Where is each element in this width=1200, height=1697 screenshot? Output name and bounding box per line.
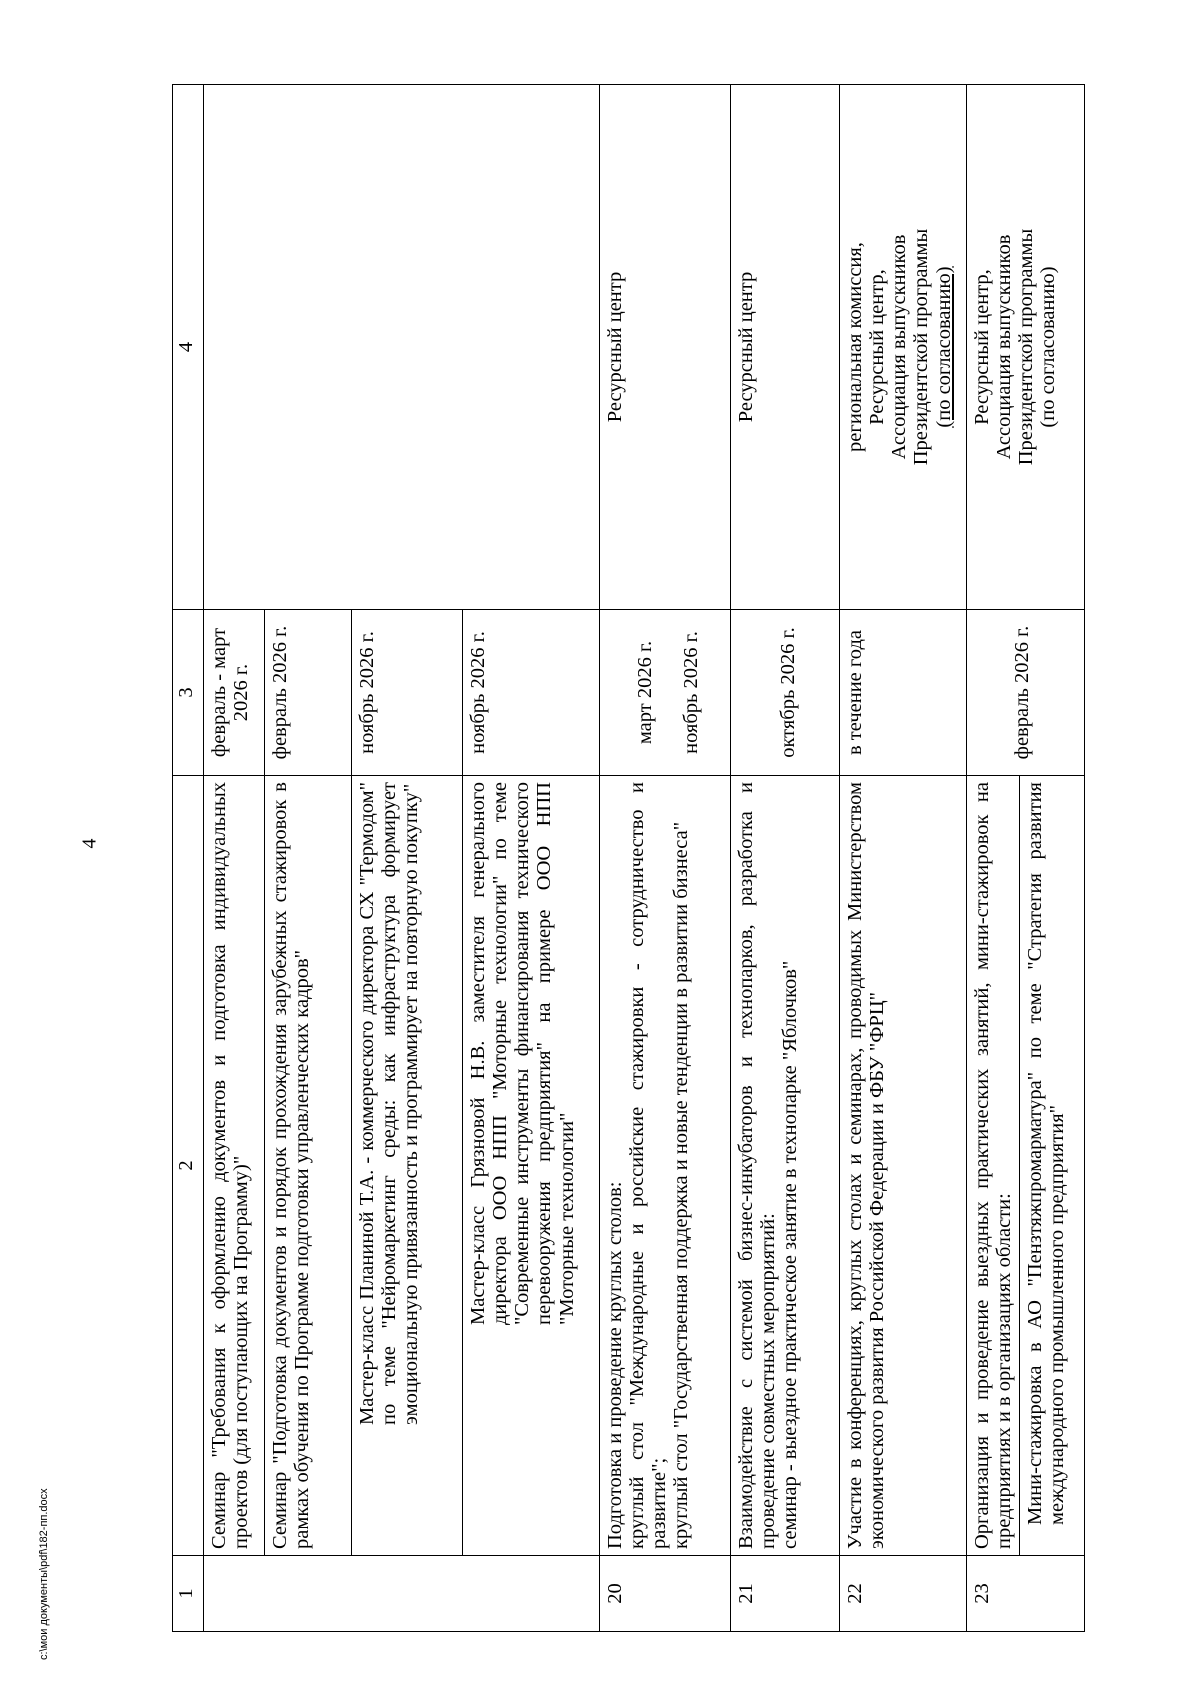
responsible-line: (по согласованию) <box>1037 266 1060 428</box>
table-row <box>204 85 265 1632</box>
table-row <box>967 85 1020 1632</box>
responsible-line: Ассоциация выпускников <box>888 234 911 460</box>
page-number: 4 <box>78 838 101 849</box>
responsible-line: региональная комиссия, <box>844 242 866 452</box>
responsible-cell <box>967 85 1085 610</box>
events-table <box>172 84 1085 1632</box>
event-cell: Участие в конференциях, круглых столах и семинарах, проводимых Министерством экономического развития Российской Федерации и ФБУ "ФРЦ" <box>840 776 967 1556</box>
header-cell: 1 <box>173 1556 204 1632</box>
date-cell <box>967 610 1085 776</box>
date-cell <box>731 610 840 776</box>
table-row <box>600 85 731 1632</box>
row-number-cell <box>204 1556 600 1632</box>
header-cell: 2 <box>173 776 204 1556</box>
event-title: Взаимодействие с системой бизнес-инкубаторов и технопарков, разработка и проведение совместных мероприятий: <box>735 782 780 1549</box>
responsible-line: Ассоциация выпускников <box>993 234 1016 460</box>
header-cell: 3 <box>173 610 204 776</box>
date-cell: ноябрь 2026 г. <box>352 610 463 776</box>
event-item: круглый стол "Государственная поддержка и новые тенденции в развитии бизнеса" <box>670 821 693 1549</box>
date-cell: февраль 2026 г. <box>265 610 352 776</box>
rotated-page <box>172 85 1079 1632</box>
table-header-row <box>173 85 204 1632</box>
event-cell: Семинар "Подготовка документов и порядок прохождения зарубежных стажировок в рамках обучения по Программе подготовки управленческих кадров" <box>265 776 352 1556</box>
date-value: февраль 2026 г. <box>1011 625 1033 760</box>
responsible-cell: Ресурсный центр <box>731 85 840 610</box>
date-value: октябрь 2026 г. <box>777 627 799 758</box>
table-row <box>840 85 967 1632</box>
event-cell: Мастер-класс Планиной Т.А. - коммерческого директора СХ "Термодом" по теме "Нейромаркетинг среды: как инфраструктура формирует эмоциональную привязанность и программирует на повторную покупку" <box>352 776 463 1556</box>
row-number-cell: 21 <box>731 1556 840 1632</box>
event-cell: Организация и проведение выездных практических занятий, мини-стажировок на предприятиях и в организациях области: <box>967 776 1020 1556</box>
event-cell <box>731 776 840 1556</box>
row-number-cell: 20 <box>600 1556 731 1632</box>
event-item: круглый стол "Международные и российские стажировки - сотрудничество и развитие"; <box>626 782 671 1549</box>
responsible-cell: Ресурсный центр <box>600 85 731 610</box>
event-cell: Семинар "Требования к оформлению документов и подготовка индивидуальных проектов (для поступающих на Программу)" <box>204 776 265 1556</box>
responsible-line: (по согласованию) <box>932 266 955 428</box>
event-cell <box>600 776 731 1556</box>
event-cell: Мини-стажировка в АО "Пензтяжпромарматура" по теме "Стратегия развития международного промышленного предприятия" <box>1020 776 1085 1556</box>
responsible-cell <box>204 85 600 610</box>
row-number-cell: 22 <box>840 1556 967 1632</box>
footer-file-path: c:\мои документы\pdf\182-пп.docx <box>38 1488 50 1660</box>
header-cell: 4 <box>173 85 204 610</box>
date-cell: в течение года <box>840 610 967 776</box>
event-cell: Мастер-класс Грязновой Н.В. заместителя генерального директора ООО НПП "Моторные технологии" по теме "Современные инструменты финансирования технического перевооружения предприятия" на примере ООО НПП "Моторные технологии" <box>463 776 600 1556</box>
event-item: семинар - выездное практическое занятие в технопарке "Яблочков" <box>779 960 802 1549</box>
responsible-line: Ресурсный центр, <box>971 269 993 425</box>
date-cell: ноябрь 2026 г. <box>463 610 600 776</box>
responsible-line: Ресурсный центр, <box>866 269 889 425</box>
responsible-line: Президентской программы <box>1015 228 1038 466</box>
date-value: ноябрь 2026 г. <box>680 631 703 754</box>
row-number-cell: 23 <box>967 1556 1085 1632</box>
event-title: Подготовка и проведение круглых столов: <box>604 1181 626 1549</box>
responsible-cell <box>840 85 967 610</box>
date-cell: февраль - март 2026 г. <box>204 610 265 776</box>
date-value: март 2026 г. <box>634 640 656 745</box>
responsible-line: Президентской программы <box>910 228 933 466</box>
date-cell <box>600 610 731 776</box>
table-row <box>731 85 840 1632</box>
